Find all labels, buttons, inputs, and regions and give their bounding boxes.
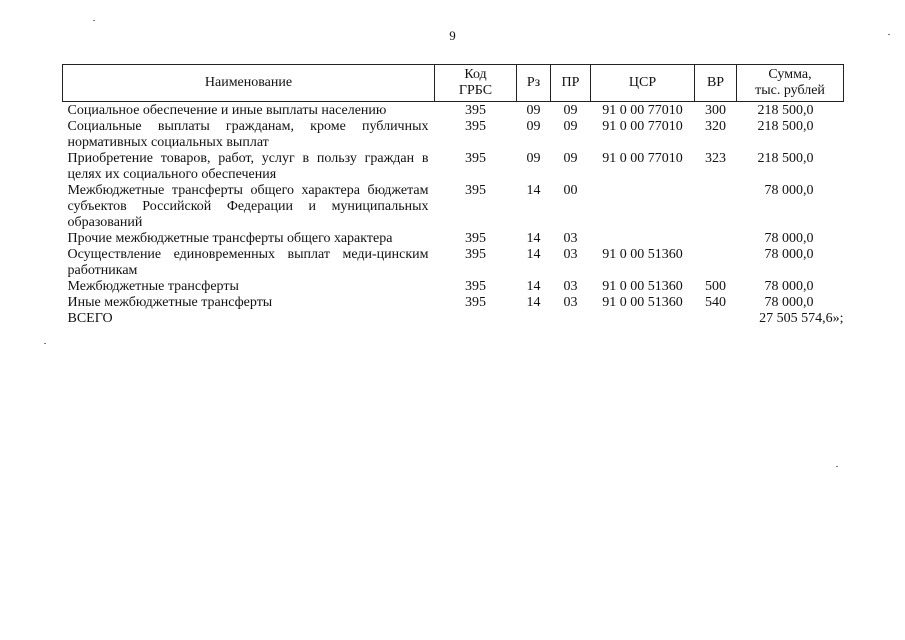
table-row <box>63 231 844 247</box>
row-sum: 78 000,0 <box>764 183 814 198</box>
row-vr: 300 <box>705 103 726 118</box>
row-kod: 395 <box>465 119 486 134</box>
header-vr: ВР <box>695 65 737 102</box>
row-csr <box>591 183 695 231</box>
row-rz: 14 <box>526 279 541 294</box>
header-csr: ЦСР <box>591 65 695 102</box>
row-rz: 09 <box>526 119 541 134</box>
row-name: Иные межбюджетные трансферты <box>67 295 273 310</box>
row-pr: 09 <box>563 119 578 134</box>
row-pr: 09 <box>563 103 578 118</box>
scan-speck <box>888 34 890 35</box>
row-sum: 218 500,0 <box>757 103 814 118</box>
table-row <box>63 295 844 311</box>
scan-speck <box>836 466 838 467</box>
row-kod: 395 <box>465 151 486 166</box>
row-kod: 395 <box>465 231 486 246</box>
row-kod: 395 <box>465 279 486 294</box>
row-csr: 91 0 00 77010 <box>602 151 683 166</box>
table-row <box>63 119 844 151</box>
row-csr: 91 0 00 51360 <box>602 279 683 294</box>
row-rz: 14 <box>526 183 541 198</box>
row-name: Приобретение товаров, работ, услуг в пользу граждан в целях их социального обеспечения <box>67 151 429 182</box>
header-kod-line1: Код <box>464 67 487 82</box>
row-name: Социальное обеспечение и иные выплаты населению <box>67 103 387 118</box>
row-csr: 91 0 00 51360 <box>602 295 683 310</box>
row-name: Социальные выплаты гражданам, кроме публичных нормативных социальных выплат <box>67 119 429 150</box>
table-row <box>63 183 844 231</box>
header-rz: Рз <box>517 65 551 102</box>
row-csr: 91 0 00 77010 <box>602 103 683 118</box>
row-sum: 78 000,0 <box>764 231 814 246</box>
header-kod-grbs <box>435 65 517 102</box>
table-row <box>63 247 844 279</box>
header-sum-line2: тыс. рублей <box>755 83 825 98</box>
row-vr <box>695 183 737 231</box>
row-name: Осуществление единовременных выплат меди-цинским работникам <box>67 247 429 278</box>
total-label: ВСЕГО <box>67 311 113 326</box>
row-sum: 78 000,0 <box>764 295 814 310</box>
row-rz: 09 <box>526 103 541 118</box>
row-pr: 03 <box>563 231 578 246</box>
row-vr: 320 <box>705 119 726 134</box>
total-sum: 27 505 574,6»; <box>759 311 844 326</box>
row-rz: 14 <box>526 295 541 310</box>
row-csr <box>591 231 695 247</box>
table-row <box>63 151 844 183</box>
row-pr: 03 <box>563 295 578 310</box>
header-sum <box>737 65 844 102</box>
budget-table <box>62 64 844 327</box>
row-vr: 540 <box>705 295 726 310</box>
row-vr: 323 <box>705 151 726 166</box>
row-vr <box>695 231 737 247</box>
row-rz: 09 <box>526 151 541 166</box>
row-rz: 14 <box>526 247 541 262</box>
row-kod: 395 <box>465 103 486 118</box>
table-header-row <box>63 65 844 102</box>
row-kod: 395 <box>465 295 486 310</box>
row-sum: 218 500,0 <box>757 119 814 134</box>
row-pr: 03 <box>563 279 578 294</box>
header-sum-line1: Сумма, <box>768 67 812 82</box>
row-csr: 91 0 00 77010 <box>602 119 683 134</box>
row-name: Межбюджетные трансферты общего характера бюджетам субъектов Российской Федерации и муниципальных образований <box>67 183 429 230</box>
total-row <box>63 311 844 327</box>
header-kod-line2: ГРБС <box>458 83 493 98</box>
row-pr: 09 <box>563 151 578 166</box>
row-rz: 14 <box>526 231 541 246</box>
row-pr: 03 <box>563 247 578 262</box>
row-sum: 218 500,0 <box>757 151 814 166</box>
row-sum: 78 000,0 <box>764 279 814 294</box>
row-name: Прочие межбюджетные трансферты общего характера <box>67 231 393 246</box>
header-name: Наименование <box>63 65 435 102</box>
table-row <box>63 102 844 120</box>
table-row <box>63 279 844 295</box>
row-kod: 395 <box>465 183 486 198</box>
row-name: Межбюджетные трансферты <box>67 279 239 294</box>
row-vr <box>695 247 737 279</box>
scan-speck <box>44 343 46 344</box>
row-csr: 91 0 00 51360 <box>602 247 683 262</box>
header-pr: ПР <box>551 65 591 102</box>
page-number: 9 <box>449 28 456 43</box>
row-pr: 00 <box>563 183 578 198</box>
row-kod: 395 <box>465 247 486 262</box>
scan-speck <box>93 20 95 21</box>
row-vr: 500 <box>705 279 726 294</box>
row-sum: 78 000,0 <box>764 247 814 262</box>
